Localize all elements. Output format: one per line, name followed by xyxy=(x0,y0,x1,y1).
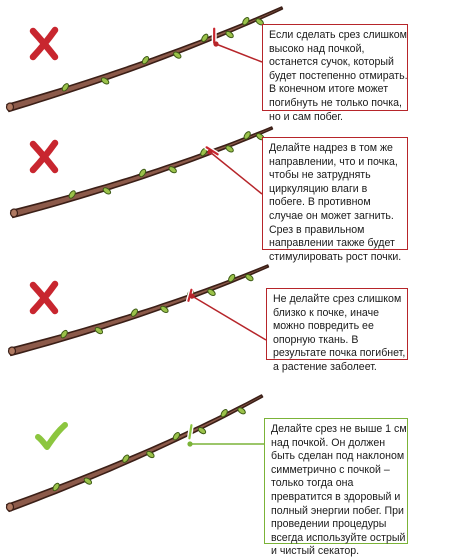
branch-panel-1 xyxy=(7,7,283,111)
check-mark-icon xyxy=(38,425,65,447)
note-line: стимулировать рост почки. xyxy=(269,250,402,263)
note-line: Делайте срез не выше 1 см xyxy=(271,423,407,435)
note-line: Срез в правильном xyxy=(269,223,365,236)
note-line: высоко над почкой, xyxy=(269,42,365,55)
note-line: направлении, что и почка, xyxy=(269,155,398,168)
note-line: симметрично с почкой – xyxy=(271,463,390,476)
note-line: быть сделан под наклоном xyxy=(271,450,405,463)
callout-line xyxy=(210,152,262,194)
bud-icon xyxy=(237,406,247,415)
branch-panel-2 xyxy=(11,127,273,217)
note-line: но и сам побег. xyxy=(269,110,343,123)
note-line: полный энергии побег. При xyxy=(271,504,404,517)
note-line: Не делайте срез слишком xyxy=(273,293,402,305)
note-line: над почкой. Он должен xyxy=(271,436,386,449)
note-line: В конечном итоге может xyxy=(269,83,389,96)
note-line: циркуляцию влаги в xyxy=(269,182,368,195)
branch-base-cut xyxy=(11,209,18,217)
callout-dot xyxy=(189,293,194,298)
cross-mark-icon xyxy=(33,30,55,57)
note-line: результате почка погибнет, xyxy=(273,347,406,360)
callout-line xyxy=(216,44,262,62)
note-line: можно повредить ее xyxy=(273,320,374,333)
note-line: а растение заболеет. xyxy=(273,360,377,373)
note-line: Если сделать срез слишком xyxy=(269,29,407,41)
callout-dot xyxy=(187,441,192,446)
callout-dot xyxy=(207,149,212,154)
note-line: останется сучок, который xyxy=(269,56,394,69)
note-line: и чистый секатор. xyxy=(271,545,360,558)
cross-mark-icon xyxy=(33,143,55,170)
note-line: только тогда она xyxy=(271,477,354,490)
note-line: случае он может загнить. xyxy=(269,209,394,222)
note-box-4 xyxy=(264,418,408,558)
note-line: чтобы не затруднять xyxy=(269,169,371,182)
branch-base-cut xyxy=(7,503,14,511)
note-line: превратится в здоровый и xyxy=(271,490,401,503)
note-line: направлении также будет xyxy=(269,237,395,250)
note-line: побеге. В противном xyxy=(269,196,371,209)
note-line: погибнуть не только почка, xyxy=(269,96,402,109)
note-box-1 xyxy=(262,24,408,123)
note-line: будет постепенно отмирать. xyxy=(269,69,408,82)
note-box-2 xyxy=(262,137,408,263)
note-box-3 xyxy=(266,288,408,373)
branch-base-cut xyxy=(7,103,14,111)
callout-line xyxy=(192,296,266,340)
note-line: проведении процедуры xyxy=(271,518,387,531)
note-line: всегда используйте острый xyxy=(271,531,406,544)
note-line: опорную ткань. В xyxy=(273,333,359,346)
callout-dot xyxy=(213,41,218,46)
note-line: близко к почке, иначе xyxy=(273,306,379,319)
note-line: Делайте надрез в том же xyxy=(269,142,393,154)
branch-panel-4 xyxy=(7,395,265,511)
branch-panel-3 xyxy=(9,265,269,355)
branch-base-cut xyxy=(9,347,16,355)
cross-mark-icon xyxy=(33,284,55,311)
